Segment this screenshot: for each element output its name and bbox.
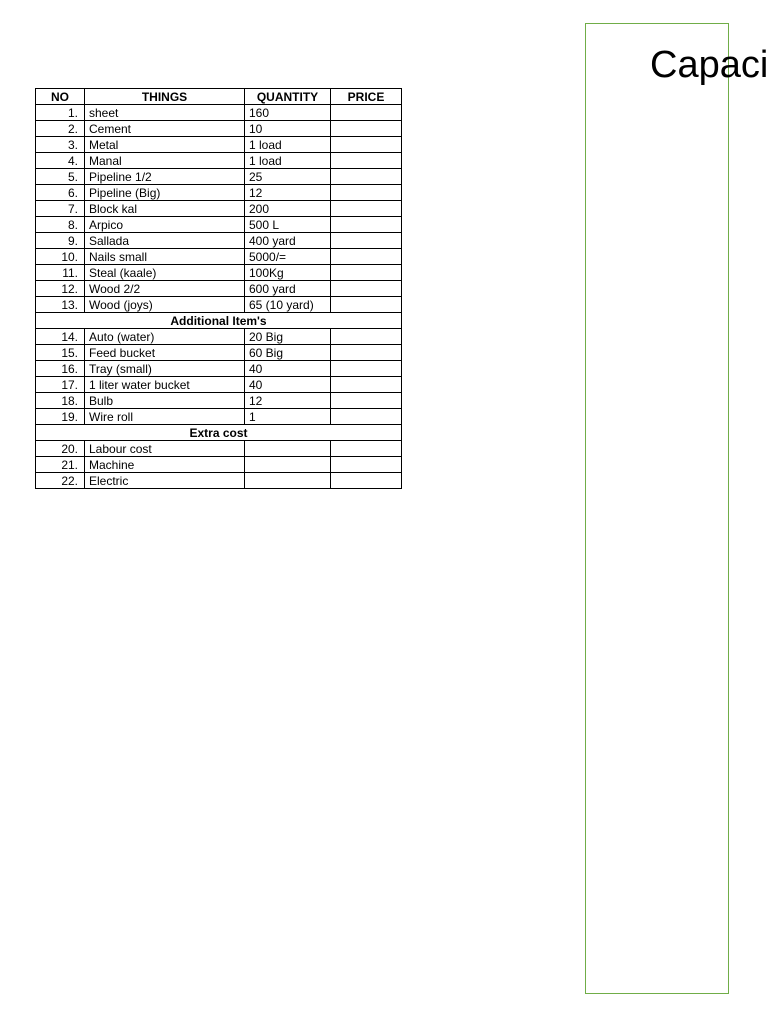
item-price xyxy=(331,345,402,361)
table-row xyxy=(36,281,402,297)
table-row xyxy=(36,265,402,281)
table-row xyxy=(36,473,402,489)
item-no: 4. xyxy=(36,153,85,169)
table-row xyxy=(36,329,402,345)
item-quantity: 12 xyxy=(245,185,331,201)
side-panel-title-clip xyxy=(600,30,768,110)
item-price xyxy=(331,185,402,201)
section-row-additional xyxy=(36,313,402,329)
item-no: 6. xyxy=(36,185,85,201)
item-quantity: 200 xyxy=(245,201,331,217)
table-row xyxy=(36,121,402,137)
item-no: 1. xyxy=(36,105,85,121)
materials-table xyxy=(35,88,402,489)
item-thing: Feed bucket xyxy=(85,345,245,361)
item-price xyxy=(331,393,402,409)
item-thing: 1 liter water bucket xyxy=(85,377,245,393)
item-thing: Tray (small) xyxy=(85,361,245,377)
table-row xyxy=(36,153,402,169)
item-quantity xyxy=(245,441,331,457)
item-quantity: 100Kg xyxy=(245,265,331,281)
item-no: 21. xyxy=(36,457,85,473)
table-row xyxy=(36,249,402,265)
table-row xyxy=(36,217,402,233)
item-quantity: 5000/= xyxy=(245,249,331,265)
item-price xyxy=(331,233,402,249)
item-price xyxy=(331,153,402,169)
item-no: 5. xyxy=(36,169,85,185)
header-no: NO xyxy=(36,89,85,105)
item-no: 17. xyxy=(36,377,85,393)
item-price xyxy=(331,201,402,217)
item-quantity: 160 xyxy=(245,105,331,121)
item-thing: Wood (joys) xyxy=(85,297,245,313)
item-quantity: 60 Big xyxy=(245,345,331,361)
item-price xyxy=(331,217,402,233)
header-quantity: QUANTITY xyxy=(245,89,331,105)
item-quantity: 40 xyxy=(245,361,331,377)
item-no: 19. xyxy=(36,409,85,425)
item-thing: Steal (kaale) xyxy=(85,265,245,281)
item-no: 18. xyxy=(36,393,85,409)
item-thing: Pipeline 1/2 xyxy=(85,169,245,185)
header-price: PRICE xyxy=(331,89,402,105)
item-thing: Electric xyxy=(85,473,245,489)
item-thing: Wood 2/2 xyxy=(85,281,245,297)
header-row xyxy=(36,89,402,105)
table-row xyxy=(36,361,402,377)
item-quantity: 500 L xyxy=(245,217,331,233)
item-quantity: 1 xyxy=(245,409,331,425)
item-price xyxy=(331,265,402,281)
table-row xyxy=(36,377,402,393)
item-price xyxy=(331,249,402,265)
table-row xyxy=(36,105,402,121)
item-thing: Manal xyxy=(85,153,245,169)
item-no: 16. xyxy=(36,361,85,377)
item-no: 3. xyxy=(36,137,85,153)
item-no: 9. xyxy=(36,233,85,249)
item-price xyxy=(331,457,402,473)
item-no: 20. xyxy=(36,441,85,457)
item-price xyxy=(331,409,402,425)
item-quantity xyxy=(245,457,331,473)
item-thing: Pipeline (Big) xyxy=(85,185,245,201)
item-thing: Cement xyxy=(85,121,245,137)
item-no: 2. xyxy=(36,121,85,137)
item-thing: Wire roll xyxy=(85,409,245,425)
item-thing: Block kal xyxy=(85,201,245,217)
item-no: 8. xyxy=(36,217,85,233)
item-price xyxy=(331,329,402,345)
table-row xyxy=(36,457,402,473)
item-quantity: 1 load xyxy=(245,137,331,153)
item-quantity: 25 xyxy=(245,169,331,185)
item-quantity xyxy=(245,473,331,489)
item-quantity: 10 xyxy=(245,121,331,137)
table-row xyxy=(36,393,402,409)
item-quantity: 20 Big xyxy=(245,329,331,345)
item-thing: Bulb xyxy=(85,393,245,409)
item-no: 11. xyxy=(36,265,85,281)
table-row xyxy=(36,441,402,457)
item-thing: Sallada xyxy=(85,233,245,249)
item-quantity: 65 (10 yard) xyxy=(245,297,331,313)
additional-items-heading: Additional Item's xyxy=(36,313,402,329)
table-row xyxy=(36,169,402,185)
table-row xyxy=(36,201,402,217)
item-price xyxy=(331,377,402,393)
item-no: 7. xyxy=(36,201,85,217)
item-quantity: 12 xyxy=(245,393,331,409)
item-price xyxy=(331,121,402,137)
table-row xyxy=(36,297,402,313)
extra-cost-heading: Extra cost xyxy=(36,425,402,441)
item-quantity: 600 yard xyxy=(245,281,331,297)
table-row xyxy=(36,345,402,361)
item-price xyxy=(331,473,402,489)
item-thing: Metal xyxy=(85,137,245,153)
item-quantity: 1 load xyxy=(245,153,331,169)
section-row-extra xyxy=(36,425,402,441)
side-panel-frame xyxy=(585,23,729,994)
item-thing: Machine xyxy=(85,457,245,473)
item-no: 14. xyxy=(36,329,85,345)
table-row xyxy=(36,409,402,425)
item-no: 13. xyxy=(36,297,85,313)
item-price xyxy=(331,137,402,153)
item-no: 15. xyxy=(36,345,85,361)
table-row xyxy=(36,137,402,153)
item-no: 22. xyxy=(36,473,85,489)
table-header xyxy=(36,89,402,105)
item-thing: Nails small xyxy=(85,249,245,265)
table-row xyxy=(36,185,402,201)
header-things: THINGS xyxy=(85,89,245,105)
item-thing: Labour cost xyxy=(85,441,245,457)
item-quantity: 40 xyxy=(245,377,331,393)
item-thing: Arpico xyxy=(85,217,245,233)
item-quantity: 400 yard xyxy=(245,233,331,249)
item-price xyxy=(331,105,402,121)
item-thing: sheet xyxy=(85,105,245,121)
item-price xyxy=(331,281,402,297)
item-price xyxy=(331,297,402,313)
item-no: 12. xyxy=(36,281,85,297)
item-price xyxy=(331,441,402,457)
item-thing: Auto (water) xyxy=(85,329,245,345)
item-price xyxy=(331,361,402,377)
side-panel-title: Capaci xyxy=(650,44,768,86)
table-body xyxy=(36,105,402,489)
item-no: 10. xyxy=(36,249,85,265)
table-row xyxy=(36,233,402,249)
item-price xyxy=(331,169,402,185)
